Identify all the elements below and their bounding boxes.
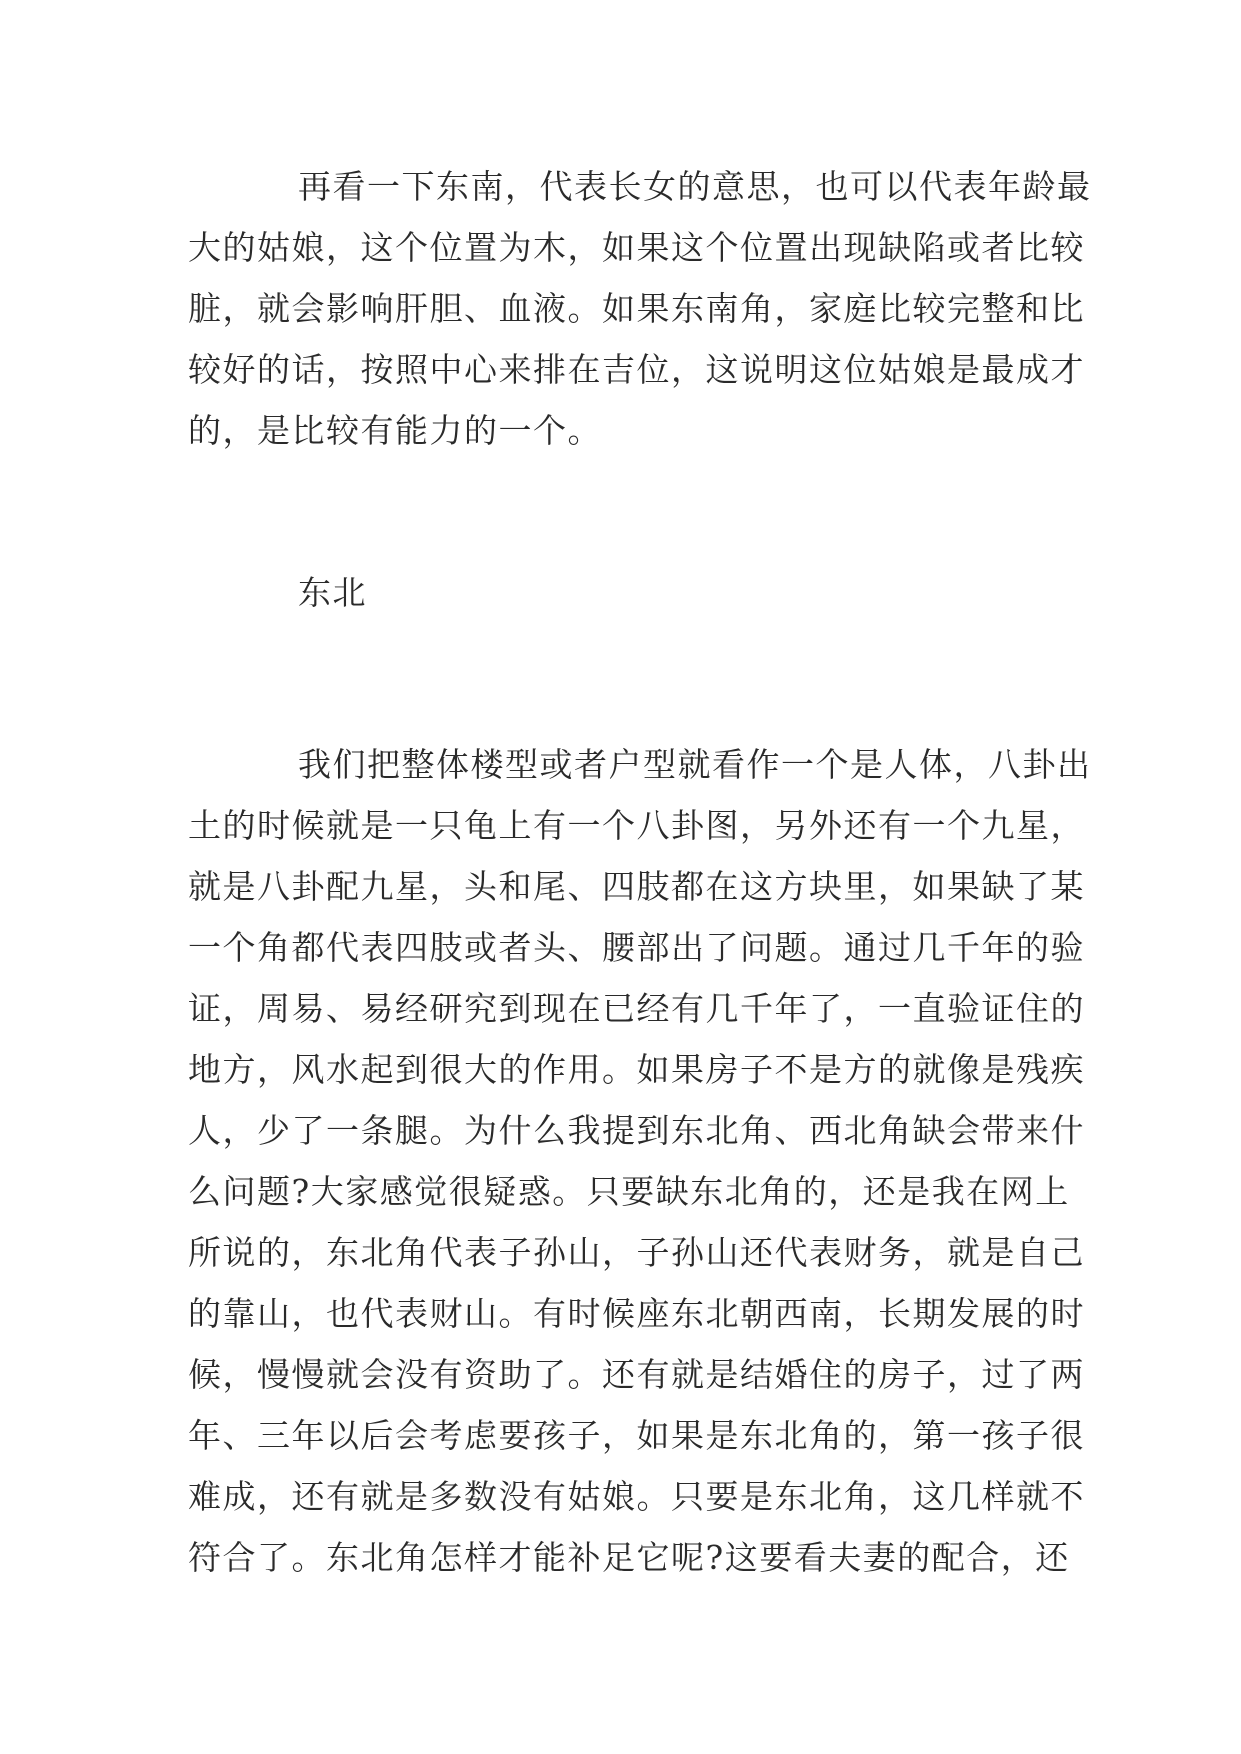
paragraph-line: 土的时候就是一只龟上有一个八卦图，另外还有一个九星， bbox=[188, 806, 1085, 845]
paragraph-line: 证，周易、易经研究到现在已经有几千年了，一直验证住的 bbox=[188, 989, 1085, 1028]
paragraph-line: 我们把整体楼型或者户型就看作一个是人体，八卦出 bbox=[298, 745, 1092, 784]
paragraph-line: 人，少了一条腿。为什么我提到东北角、西北角缺会带来什 bbox=[188, 1111, 1085, 1150]
paragraph-line: 的，是比较有能力的一个。 bbox=[188, 411, 602, 450]
paragraph-northeast bbox=[188, 734, 1092, 1588]
paragraph-line: 难成，还有就是多数没有姑娘。只要是东北角，这几样就不 bbox=[188, 1477, 1085, 1516]
paragraph-line: 地方，风水起到很大的作用。如果房子不是方的就像是残疾 bbox=[188, 1050, 1085, 1089]
paragraph-line: 年、三年以后会考虑要孩子，如果是东北角的，第一孩子很 bbox=[188, 1416, 1085, 1455]
paragraph-line: 脏，就会影响肝胆、血液。如果东南角，家庭比较完整和比 bbox=[188, 289, 1085, 328]
paragraph-line: 较好的话，按照中心来排在吉位，这说明这位姑娘是最成才 bbox=[188, 350, 1085, 389]
section-heading-block bbox=[188, 562, 1058, 623]
paragraph-line: 么问题?大家感觉很疑惑。只要缺东北角的，还是我在网上 bbox=[188, 1172, 1070, 1211]
paragraph-southeast bbox=[188, 156, 1092, 461]
section-heading: 东北 bbox=[298, 573, 367, 612]
paragraph-line: 所说的，东北角代表子孙山，子孙山还代表财务，就是自己 bbox=[188, 1233, 1085, 1272]
paragraph-line: 再看一下东南，代表长女的意思，也可以代表年龄最 bbox=[298, 167, 1092, 206]
paragraph-line: 就是八卦配九星，头和尾、四肢都在这方块里，如果缺了某 bbox=[188, 867, 1085, 906]
paragraph-line: 大的姑娘，这个位置为木，如果这个位置出现缺陷或者比较 bbox=[188, 228, 1085, 267]
paragraph-line: 的靠山，也代表财山。有时候座东北朝西南，长期发展的时 bbox=[188, 1294, 1085, 1333]
paragraph-line: 候，慢慢就会没有资助了。还有就是结婚住的房子，过了两 bbox=[188, 1355, 1085, 1394]
paragraph-line: 一个角都代表四肢或者头、腰部出了问题。通过几千年的验 bbox=[188, 928, 1085, 967]
paragraph-line: 符合了。东北角怎样才能补足它呢?这要看夫妻的配合，还 bbox=[188, 1538, 1070, 1577]
